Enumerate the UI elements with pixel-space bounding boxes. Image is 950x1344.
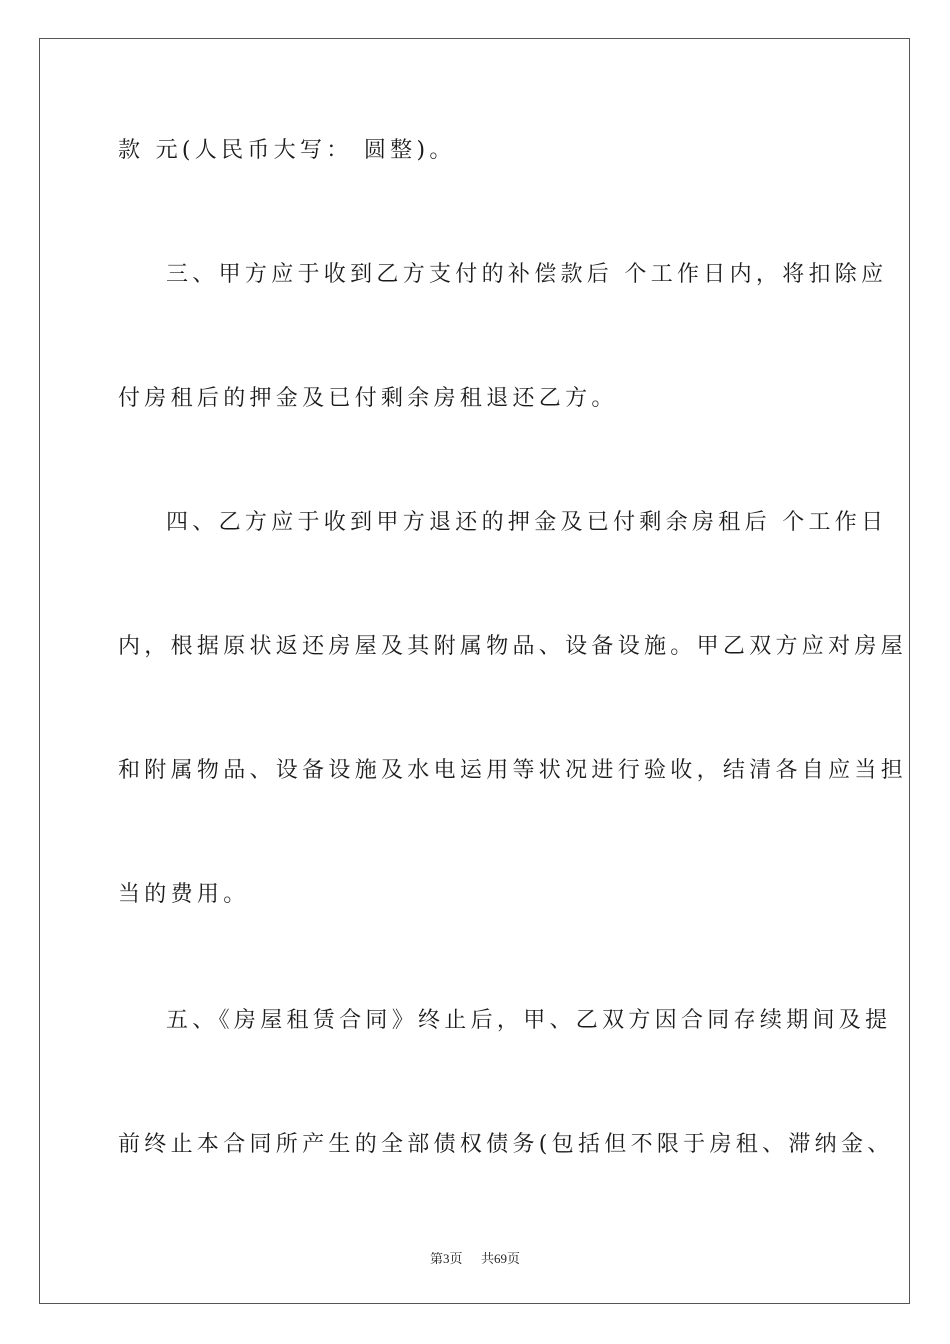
page-total: 共69页 <box>481 1251 521 1266</box>
paragraph-line: 三、甲方应于收到乙方支付的补偿款后 个工作日内，将扣除应 <box>166 262 888 287</box>
paragraph-line: 前终止本合同所产生的全部债权债务(包括但不限于房租、滞纳金、 <box>118 1132 894 1157</box>
page-footer <box>0 1248 950 1267</box>
paragraph-line: 付房租后的押金及已付剩余房租退还乙方。 <box>118 386 618 411</box>
page-border <box>39 38 910 1304</box>
paragraph-line: 内，根据原状返还房屋及其附属物品、设备设施。甲乙双方应对房屋 <box>118 634 908 659</box>
paragraph-line: 当的费用。 <box>118 882 250 907</box>
paragraph-line: 五、《房屋租赁合同》终止后，甲、乙双方因合同存续期间及提 <box>166 1008 892 1033</box>
paragraph-line: 款 元(人民币大写： 圆整)。 <box>118 138 456 163</box>
page-number: 第3页 <box>429 1251 463 1266</box>
paragraph-line: 和附属物品、设备设施及水电运用等状况进行验收，结清各自应当担 <box>118 758 908 783</box>
paragraph-line: 四、乙方应于收到甲方退还的押金及已付剩余房租后 个工作日 <box>166 510 888 535</box>
